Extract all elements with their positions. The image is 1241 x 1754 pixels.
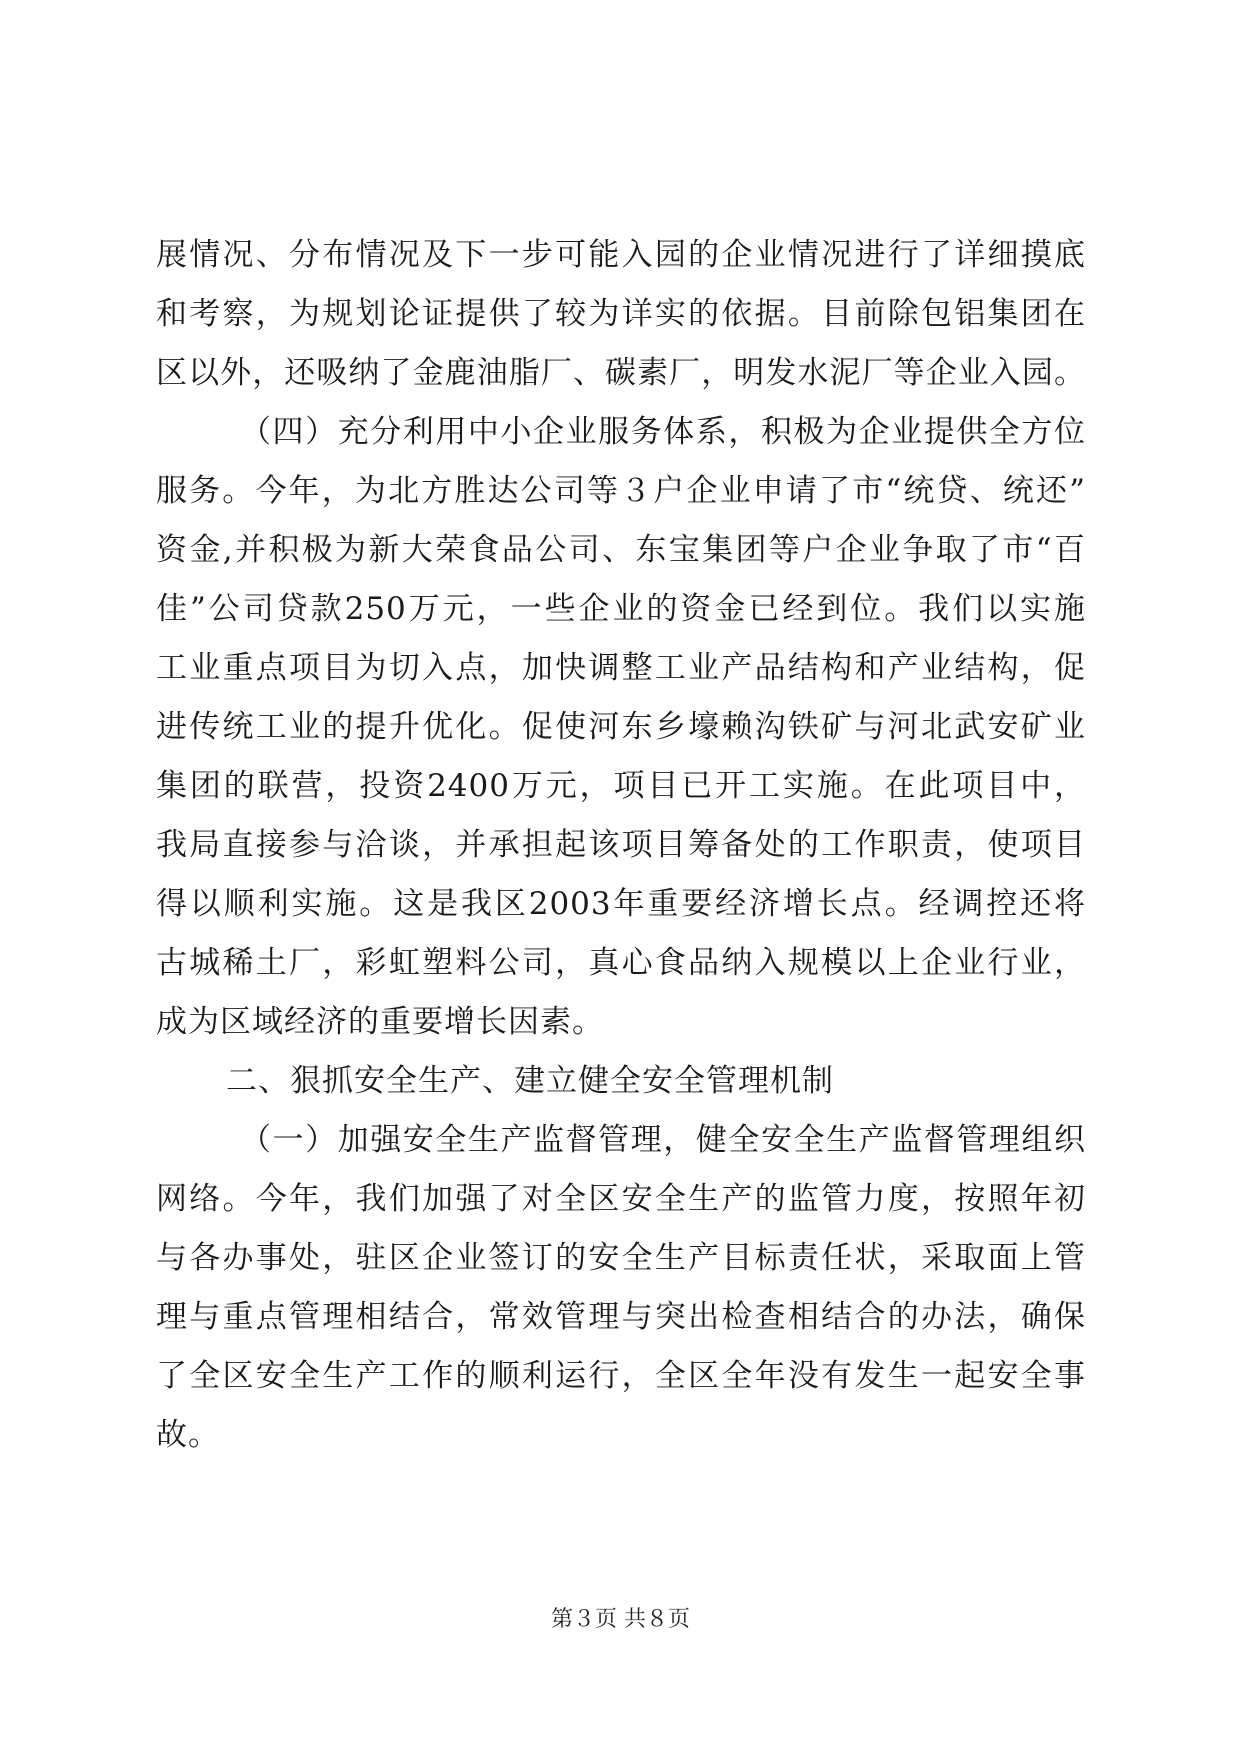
- paragraph-line: 网络。今年，我们加强了对全区安全生产的监管力度，按照年初: [156, 1181, 1086, 1217]
- paragraph-line: 和考察，为规划论证提供了较为详实的依据。目前除包铝集团在: [156, 296, 1086, 332]
- paragraph-line: 得以顺利实施。这是我区2003年重要经济增长点。经调控还将: [156, 886, 1086, 922]
- paragraph-line: 我局直接参与洽谈，并承担起该项目筹备处的工作职责，使项目: [156, 827, 1086, 863]
- paragraph-line: 佳”公司贷款250万元，一些企业的资金已经到位。我们以实施: [156, 591, 1086, 627]
- paragraph-line: 理与重点管理相结合，常效管理与突出检查相结合的办法，确保: [156, 1299, 1086, 1335]
- page-footer: 第３页 共８页: [551, 1607, 690, 1632]
- paragraph-line: 故。: [156, 1417, 220, 1453]
- section-heading: 二、狠抓安全生产、建立健全安全管理机制: [226, 1063, 834, 1099]
- document-body: [156, 226, 1086, 1465]
- paragraph-line: 进传统工业的提升优化。促使河东乡壕赖沟铁矿与河北武安矿业: [156, 709, 1086, 745]
- paragraph-line: 了全区安全生产工作的顺利运行，全区全年没有发生一起安全事: [156, 1358, 1086, 1394]
- paragraph-line: 工业重点项目为切入点，加快调整工业产品结构和产业结构，促: [156, 650, 1086, 686]
- paragraph-line: 古城稀土厂，彩虹塑料公司，真心食品纳入规模以上企业行业，: [156, 945, 1086, 981]
- paragraph-line: 服务。今年，为北方胜达公司等３户企业申请了市“统贷、统还”: [156, 473, 1086, 509]
- paragraph-line: （四）充分利用中小企业服务体系，积极为企业提供全方位: [240, 414, 1086, 450]
- paragraph-line: 与各办事处，驻区企业签订的安全生产目标责任状，采取面上管: [156, 1240, 1086, 1276]
- paragraph-line: 区以外，还吸纳了金鹿油脂厂、碳素厂，明发水泥厂等企业入园。: [156, 355, 1086, 391]
- paragraph-line: 成为区域经济的重要增长因素。: [156, 1004, 604, 1040]
- paragraph-line: 资金,并积极为新大荣食品公司、东宝集团等户企业争取了市“百: [156, 532, 1086, 568]
- paragraph-line: 展情况、分布情况及下一步可能入园的企业情况进行了详细摸底: [156, 237, 1086, 273]
- paragraph-line: 集团的联营，投资2400万元，项目已开工实施。在此项目中，: [156, 768, 1086, 804]
- paragraph-line: （一）加强安全生产监督管理，健全安全生产监督管理组织: [240, 1122, 1086, 1158]
